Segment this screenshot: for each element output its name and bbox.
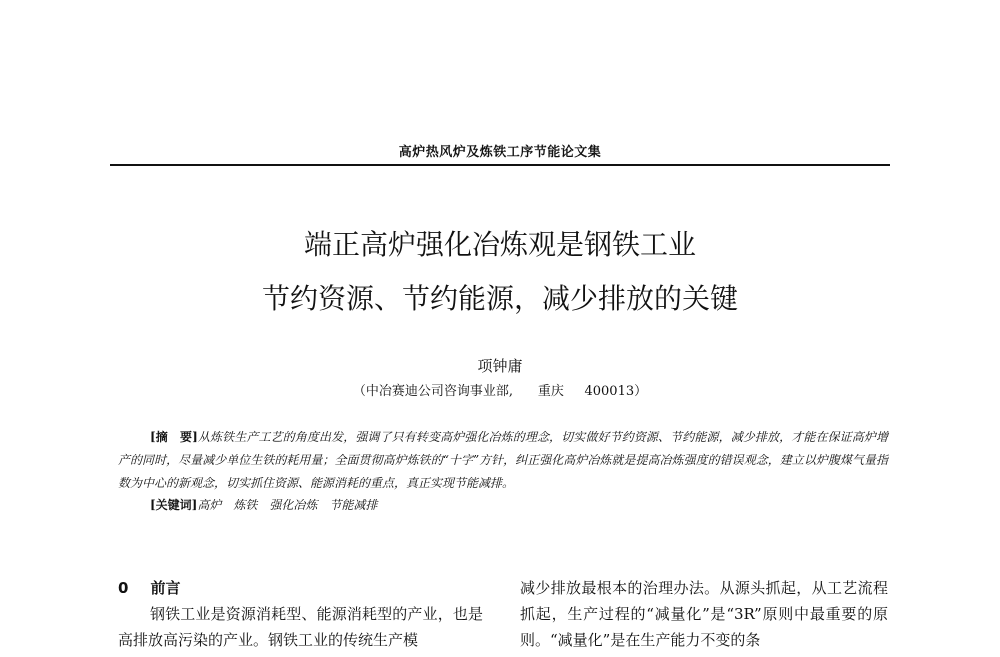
abstract-text: 从炼铁生产工艺的角度出发，强调了只有转变高炉强化冶炼的理念，切实做好节约资源、节约能源，减少排放，才能在保证高炉增产的同时，尽量减少单位生铁的耗用量；全面贯彻高炉炼铁的“十字”方针，纠正强化高炉冶炼就是提高冶炼强度的错误观念，建立以炉腹煤气量指数为中心的新观念，切实抓住资源、能源消耗的重点，真正实现节能减排。 [118, 430, 888, 490]
keywords-text: 高炉 炼铁 强化冶炼 节能减排 [197, 498, 378, 512]
keywords-label: [关键词] [150, 498, 198, 512]
left-column [118, 575, 483, 653]
right-column [520, 575, 888, 653]
section-heading [118, 575, 483, 601]
keywords [150, 495, 850, 515]
left-paragraph: 钢铁工业是资源消耗型、能源消耗型的产业，也是高排放高污染的产业。钢铁工业的传统生产模 [118, 605, 483, 649]
section-title: 前言 [150, 579, 181, 597]
title-line-2: 节约资源、节约能源，减少排放的关键 [261, 282, 738, 315]
title-line-1: 端正高炉强化冶炼观是钢铁工业 [303, 228, 696, 261]
section-number: 0 [118, 579, 129, 597]
right-paragraph: 减少排放最根本的治理办法。从源头抓起，从工艺流程抓起，生产过程的“减量化”是“3R”原则中最重要的原则。“减量化”是在生产能力不变的条 [520, 579, 888, 649]
affiliation: （中冶赛迪公司咨询事业部, 重庆 400013） [352, 384, 648, 399]
running-header: 高炉热风炉及炼铁工序节能论文集 [398, 145, 602, 160]
abstract [118, 426, 888, 495]
author: 项钟庸 [477, 357, 523, 375]
header-rule [110, 164, 890, 166]
abstract-label: [摘 要] [150, 430, 198, 444]
